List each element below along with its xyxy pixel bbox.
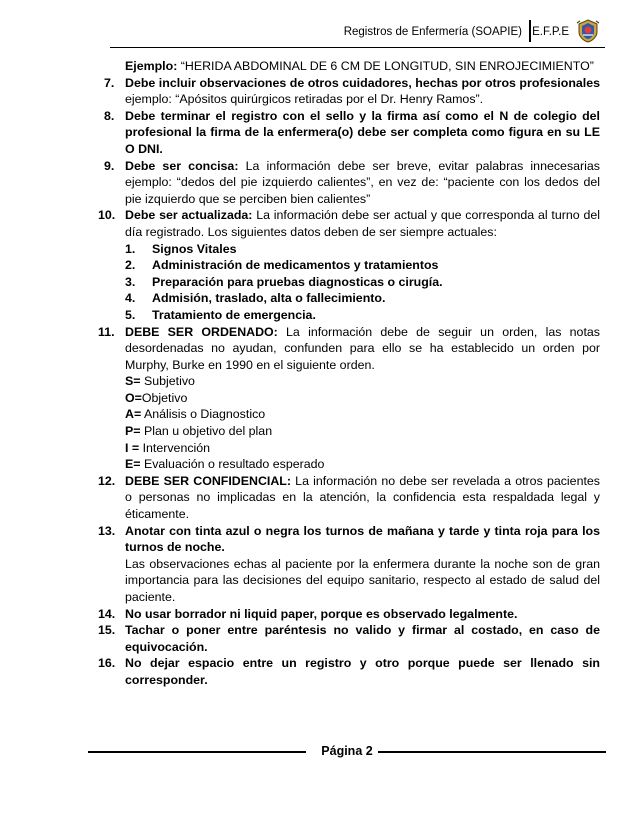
- soapie-line: [125, 390, 600, 407]
- soapie-line: [125, 373, 600, 390]
- item-bold-text: DEBE SER ORDENADO:: [125, 324, 278, 339]
- soapie-value: Análisis o Diagnostico: [141, 407, 266, 422]
- list-item-8: [98, 108, 600, 158]
- list-item-10: [98, 207, 600, 323]
- page-footer: [88, 742, 606, 762]
- item-bold-text: Debe ser actualizada:: [125, 208, 253, 223]
- soapie-value: Objetivo: [141, 390, 188, 405]
- header-title: Registros de Enfermería (SOAPIE): [343, 26, 522, 38]
- sublist-number: 2.: [125, 258, 136, 273]
- list-item-12: [98, 473, 600, 523]
- item-number: 14.: [98, 606, 116, 621]
- item-bold-text: Tachar o poner entre paréntesis no valido y firmar al costado, en caso de equivocación.: [125, 623, 600, 654]
- soapie-line: [125, 456, 600, 473]
- list-item-16: [98, 655, 600, 688]
- page-number: Página 2: [321, 744, 373, 758]
- sublist-text: Tratamiento de emergencia.: [152, 307, 316, 322]
- list-item-9: [98, 158, 600, 208]
- soapie-line: [125, 423, 600, 440]
- item-number: 12.: [98, 473, 116, 488]
- example-paragraph: [98, 58, 600, 75]
- soapie-value: Plan u objetivo del plan: [140, 424, 273, 439]
- item-number: 11.: [98, 324, 115, 339]
- sublist-number: 3.: [125, 274, 136, 289]
- university-crest-icon: [575, 18, 601, 44]
- list-item-11: [98, 324, 600, 473]
- item-number: 13.: [98, 523, 116, 538]
- sublist-text: Administración de medicamentos y tratamientos: [152, 258, 439, 273]
- list-item-7: [98, 75, 600, 108]
- sublist-text: Signos Vitales: [152, 241, 237, 256]
- sublist-item: [125, 290, 600, 307]
- header-rule: [110, 47, 605, 49]
- sublist-number: 5.: [125, 307, 136, 322]
- soapie-value: Evaluación o resultado esperado: [140, 457, 325, 472]
- item-text: La información debe ser breve, evitar palabras innecesarias ejemplo: “dedos del pie izquierdo calientes”, en vez de: “paciente con los dedos del pie izquierdo que se perciben bien calientes”: [125, 158, 600, 206]
- soapie-value: Intervención: [139, 440, 211, 455]
- soapie-key: O=: [125, 390, 142, 405]
- item-number: 10.: [98, 208, 116, 223]
- soapie-line: [125, 440, 600, 457]
- sublist-text: Admisión, traslado, alta o fallecimiento.: [152, 291, 386, 306]
- sublist-number: 1.: [125, 241, 136, 256]
- sublist-item: [125, 307, 600, 324]
- sublist-item: [125, 241, 600, 258]
- sublist-number: 4.: [125, 291, 136, 306]
- document-body: [98, 58, 600, 689]
- footer-rule-right: [378, 751, 606, 753]
- list-item-14: [98, 606, 600, 623]
- soapie-key: I =: [125, 440, 140, 455]
- item-bold-text: Anotar con tinta azul o negra los turnos de mañana y tarde y tinta roja para los turnos de noche.: [125, 523, 600, 555]
- item-number: 9.: [104, 158, 115, 173]
- sublist-item: [125, 257, 600, 274]
- sublist-item: [125, 274, 600, 291]
- item-bold-text: Debe terminar el registro con el sello y la firma así como el N de colegio del profesional la firma de la enfermera(o) debe ser completa como figura en su LE O DNI.: [125, 108, 600, 156]
- item-bold-text: Debe incluir observaciones de otros cuidadores, hechas por otros profesionales: [125, 75, 600, 90]
- item-text: ejemplo: “Apósitos quirúrgicos retiradas por el Dr. Henry Ramos”.: [125, 92, 484, 107]
- item-bold-text: No usar borrador ni liquid paper, porque es observado legalmente.: [125, 606, 518, 621]
- header-separator: [529, 20, 531, 42]
- soapie-value: Subjetivo: [140, 374, 195, 389]
- item-bold-text: Debe ser concisa:: [125, 158, 239, 173]
- list-item-13: [98, 523, 600, 606]
- item-number: 8.: [104, 108, 115, 123]
- soapie-key: S=: [125, 374, 141, 389]
- item-text: La información debe ser actual y que corresponda al turno del día registrado. Los siguientes datos deben de ser siempre actuales:: [125, 208, 600, 239]
- soapie-line: [125, 406, 600, 423]
- list-item-15: [98, 622, 600, 655]
- sublist-text: Preparación para pruebas diagnosticas o cirugía.: [152, 274, 443, 289]
- item-number: 7.: [104, 75, 115, 90]
- header-code: E.F.P.E: [532, 26, 569, 38]
- example-lead: Ejemplo:: [125, 59, 178, 73]
- soapie-key: P=: [125, 424, 141, 439]
- item-bold-text: No dejar espacio entre un registro y otro porque puede ser llenado sin corresponder.: [125, 656, 600, 687]
- soapie-key: A=: [125, 407, 142, 422]
- item-text: La información debe de seguir un orden, las notas desordenadas no ayudan, confunden para ello se ha establecido un orden por Murphy, Burke en 1990 en el siguiente orden.: [125, 324, 600, 372]
- example-text: “HERIDA ABDOMINAL DE 6 CM DE LONGITUD, SIN ENROJECIMIENTO”: [177, 59, 594, 73]
- item-bold-text: DEBE SER CONFIDENCIAL:: [125, 473, 291, 488]
- item-number: 15.: [98, 623, 116, 638]
- soapie-key: E=: [125, 457, 141, 472]
- item-text: La información no debe ser revelada a otros pacientes o personas no implicadas en la atención, la confidencia esta respaldada legal y éticamente.: [125, 473, 600, 522]
- item-text: Las observaciones echas al paciente por la enfermera durante la noche son de gran importancia para las decisiones del equipo sanitario, respecto al estado de salud del paciente.: [125, 556, 600, 604]
- item-number: 16.: [98, 656, 116, 671]
- page-header: [110, 18, 605, 48]
